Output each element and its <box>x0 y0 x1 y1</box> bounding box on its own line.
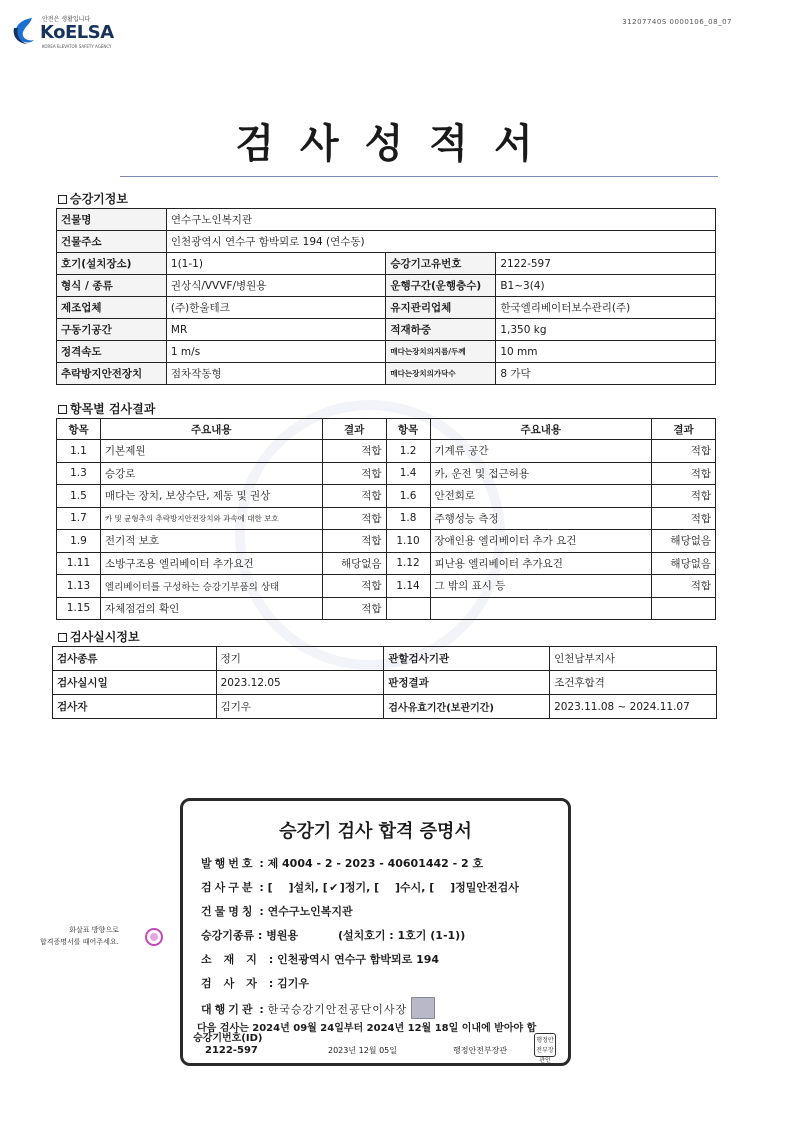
item-result: 적합 <box>652 462 716 485</box>
table-row <box>53 671 717 695</box>
speed-value: 1 m/s <box>166 341 385 363</box>
item-result: 적합 <box>322 507 386 530</box>
item-text: 피난용 엘리베이터 추가요건 <box>430 552 652 575</box>
checkbox-icon <box>58 195 67 204</box>
type-label: 형식 / 종류 <box>57 275 167 297</box>
item-text: 기본제원 <box>100 440 322 463</box>
item-text: 자체점검의 확인 <box>100 597 322 620</box>
cert-inspector-row: 검사자: 김기우 <box>201 977 310 990</box>
item-text: 카 및 균형추의 추락방지안전장치와 과속에 대한 보호 <box>100 507 322 530</box>
col-content-right: 주요내용 <box>430 419 652 440</box>
item-text: 장애인용 엘리베이터 추가 요건 <box>430 530 652 553</box>
item-result: 적합 <box>322 462 386 485</box>
building-name-value: 연수구노인복지관 <box>166 209 715 231</box>
col-result-left: 결과 <box>322 419 386 440</box>
basic-info-table <box>56 208 716 385</box>
table-row <box>57 485 716 508</box>
cert-value: 인천광역시 연수구 함박뫼로 194 <box>277 953 440 966</box>
cert-label: 검사자 <box>201 977 269 990</box>
page-title: 검사성적서 <box>235 120 559 167</box>
item-result: 적합 <box>322 597 386 620</box>
item-no: 1.5 <box>57 485 101 508</box>
floors-value: B1~3(4) <box>496 275 716 297</box>
kind-install: 설치 <box>293 881 315 894</box>
valid-period-label: 검사유효기간(보관기간) <box>384 695 550 719</box>
item-result: 해당없음 <box>652 530 716 553</box>
item-no: 1.4 <box>386 462 430 485</box>
cert-issue-row: 발행번호 : 제 4004 - 2 - 2023 - 40601442 - 2 호 <box>201 857 484 870</box>
maker-value: (주)한울테크 <box>166 297 385 319</box>
table-row <box>57 597 716 620</box>
load-label: 적재하중 <box>386 319 496 341</box>
side-note <box>40 924 119 948</box>
drive-label: 구동기공간 <box>57 319 167 341</box>
inspection-kind-value: 정기 <box>216 647 384 671</box>
kind-occasional: 수시 <box>399 881 422 894</box>
table-row <box>57 253 716 275</box>
verdict-value: 조건후합격 <box>550 671 717 695</box>
item-no: 1.6 <box>386 485 430 508</box>
cert-type-row: 승강기종류 : 병원용 (설치호기 : 1호기 (1-1)) <box>201 929 466 942</box>
unit-label: 호기(설치장소) <box>57 253 167 275</box>
cert-label: 대행기관 <box>201 1003 256 1016</box>
speed-label: 정격속도 <box>57 341 167 363</box>
item-text: 전기적 보호 <box>100 530 322 553</box>
results-heading: 항목별 검사결과 <box>58 400 155 417</box>
koelsa-logo <box>10 14 130 50</box>
item-text: 카, 운전 및 접근허용 <box>430 462 652 485</box>
koelsa-swirl-icon <box>10 16 36 46</box>
inspection-date-value: 2023.12.05 <box>216 671 384 695</box>
cert-agency-row: 대행기관 : 한국승강기안전공단이사장 <box>201 997 435 1019</box>
checkbox-icon <box>58 405 67 414</box>
table-row <box>53 695 717 719</box>
item-text: 매다는 장치, 보상수단, 제동 및 권상 <box>100 485 322 508</box>
logo-tagline: 안전은 생활입니다 <box>42 16 91 23</box>
item-no: 1.3 <box>57 462 101 485</box>
cert-building-row: 건물명칭 : 연수구노인복지관 <box>201 905 353 918</box>
cert-value: 2122-597 <box>205 1045 258 1056</box>
basic-info-heading: 승강기정보 <box>58 190 128 207</box>
logo-subtitle: KOREA ELEVATOR SAFETY AGENCY <box>42 44 112 49</box>
col-content-left: 주요내용 <box>100 419 322 440</box>
item-no <box>386 597 430 620</box>
table-row <box>57 462 716 485</box>
col-no-right: 항목 <box>386 419 430 440</box>
building-address-label: 건물주소 <box>57 231 167 253</box>
minister-seal: 행정안전부장관인 <box>534 1033 556 1057</box>
cert-value: 한국승강기안전공단이사장 <box>267 1003 408 1016</box>
cert-value: 제 4004 - 2 - 2023 - 40601442 - 2 호 <box>267 857 484 870</box>
sticker-circle-icon <box>145 928 163 946</box>
building-name-label: 건물명 <box>57 209 167 231</box>
safety-label: 추락방지안전장치 <box>57 363 167 385</box>
item-text: 그 밖의 표시 등 <box>430 575 652 598</box>
inspection-office-value: 인천남부지사 <box>550 647 717 671</box>
maintainer-label: 유지관리업체 <box>386 297 496 319</box>
safety-value: 점차작동형 <box>166 363 385 385</box>
building-address-value: 인천광역시 연수구 함박뫼로 194 (연수동) <box>166 231 715 253</box>
certificate-title: 승강기 검사 합격 증명서 <box>279 821 472 842</box>
cert-next-row <box>197 1019 536 1034</box>
item-no: 1.7 <box>57 507 101 530</box>
table-row <box>57 231 716 253</box>
inspection-date-label: 검사실시일 <box>53 671 217 695</box>
item-result: 적합 <box>322 485 386 508</box>
title-divider <box>120 176 718 177</box>
table-row <box>57 209 716 231</box>
cert-label: 검사구분 <box>201 881 256 894</box>
side-note-line: 합격증명서를 때어주세요. <box>40 938 119 946</box>
item-no: 1.9 <box>57 530 101 553</box>
cert-issue-date: 2023년 12월 05일 <box>328 1046 397 1055</box>
unique-no-label: 승강기고유번호 <box>386 253 496 275</box>
table-row <box>57 363 716 385</box>
cert-kind-row: 검사구분 : [ ]설치, [✔]정기, [ ]수시, [ ]정밀안전검사 <box>201 881 519 894</box>
pass-certificate <box>180 798 571 1066</box>
unique-no-value: 2122-597 <box>496 253 716 275</box>
item-result: 적합 <box>652 575 716 598</box>
gap-value: 10 mm <box>496 341 716 363</box>
item-text: 소방구조용 엘리베이터 추가요건 <box>100 552 322 575</box>
results-table <box>56 418 716 620</box>
inspection-heading: 검사실시정보 <box>58 628 140 645</box>
cert-unit: (설치호기 : 1호기 (1-1)) <box>337 929 466 942</box>
item-no: 1.15 <box>57 597 101 620</box>
table-header-row <box>57 419 716 440</box>
item-text: 기계류 공간 <box>430 440 652 463</box>
checkbox-icon <box>58 633 67 642</box>
item-result: 적합 <box>322 575 386 598</box>
agency-stamp-icon <box>411 997 435 1019</box>
item-no: 1.2 <box>386 440 430 463</box>
inspection-office-label: 관할검사기관 <box>384 647 550 671</box>
load-value: 1,350 kg <box>496 319 716 341</box>
item-result: 적합 <box>652 485 716 508</box>
item-result: 적합 <box>322 530 386 553</box>
table-row <box>57 297 716 319</box>
check-icon: ✔ <box>329 881 339 894</box>
side-note-line: 화살표 방향으로 <box>69 926 119 934</box>
ropes-value: 8 가닥 <box>496 363 716 385</box>
cert-minister: 행정안전부장관 <box>453 1046 508 1055</box>
item-text: 엘리베이터를 구성하는 승강기부품의 상태 <box>100 575 322 598</box>
col-result-right: 결과 <box>652 419 716 440</box>
drive-value: MR <box>166 319 385 341</box>
table-row <box>57 341 716 363</box>
cert-value: 병원용 <box>266 929 299 942</box>
ropes-label: 매다는장치의가닥수 <box>386 363 496 385</box>
item-result <box>652 597 716 620</box>
table-row <box>57 440 716 463</box>
table-row <box>57 552 716 575</box>
table-row <box>57 575 716 598</box>
kind-precise: 정밀안전검사 <box>455 881 519 894</box>
item-no: 1.11 <box>57 552 101 575</box>
inspector-value: 김기우 <box>216 695 384 719</box>
item-no: 1.12 <box>386 552 430 575</box>
floors-label: 운행구간(운행층수) <box>386 275 496 297</box>
item-no: 1.1 <box>57 440 101 463</box>
cert-label: 승강기번호(ID) <box>193 1033 263 1044</box>
cert-id-row <box>193 1033 262 1057</box>
type-value: 권상식/VVVF/병원용 <box>166 275 385 297</box>
item-no: 1.14 <box>386 575 430 598</box>
table-row <box>53 647 717 671</box>
item-result: 해당없음 <box>322 552 386 575</box>
inspection-kind-label: 검사종류 <box>53 647 217 671</box>
kind-regular: 정기 <box>344 881 367 894</box>
table-row <box>57 530 716 553</box>
document-number: 31207740S 0000106_08_07 <box>622 18 732 26</box>
table-row <box>57 275 716 297</box>
verdict-label: 판정결과 <box>384 671 550 695</box>
item-no: 1.10 <box>386 530 430 553</box>
valid-period-value: 2023.11.08 ~ 2024.11.07 <box>550 695 717 719</box>
cert-label: 소재지 <box>201 953 269 966</box>
cert-value: 연수구노인복지관 <box>267 905 353 918</box>
cert-label: 발행번호 <box>201 857 256 870</box>
inspection-table <box>52 646 717 719</box>
table-row <box>57 319 716 341</box>
item-result: 적합 <box>322 440 386 463</box>
item-text: 안전회로 <box>430 485 652 508</box>
col-no-left: 항목 <box>57 419 101 440</box>
item-text: 주행성능 측정 <box>430 507 652 530</box>
cert-address-row: 소재지: 인천광역시 연수구 함박뫼로 194 <box>201 953 440 966</box>
cert-value: 김기우 <box>277 977 310 990</box>
gap-label: 매다는장치의지름/두께 <box>386 341 496 363</box>
logo-brand: KoELSA <box>40 22 114 43</box>
item-text <box>430 597 652 620</box>
item-result: 적합 <box>652 440 716 463</box>
item-result: 적합 <box>652 507 716 530</box>
cert-next: 다음 검사는 2024년 09월 24일부터 2024년 12월 18일 이내에 받아야 합 <box>197 1023 537 1034</box>
item-no: 1.13 <box>57 575 101 598</box>
cert-label: 승강기종류 <box>201 929 255 942</box>
cert-label: 건물명칭 <box>201 905 256 918</box>
item-text: 승강로 <box>100 462 322 485</box>
unit-value: 1(1-1) <box>166 253 385 275</box>
item-no: 1.8 <box>386 507 430 530</box>
maker-label: 제조업체 <box>57 297 167 319</box>
item-result: 해당없음 <box>652 552 716 575</box>
maintainer-value: 한국엘리베이터보수관리(주) <box>496 297 716 319</box>
inspector-label: 검사자 <box>53 695 217 719</box>
table-row <box>57 507 716 530</box>
